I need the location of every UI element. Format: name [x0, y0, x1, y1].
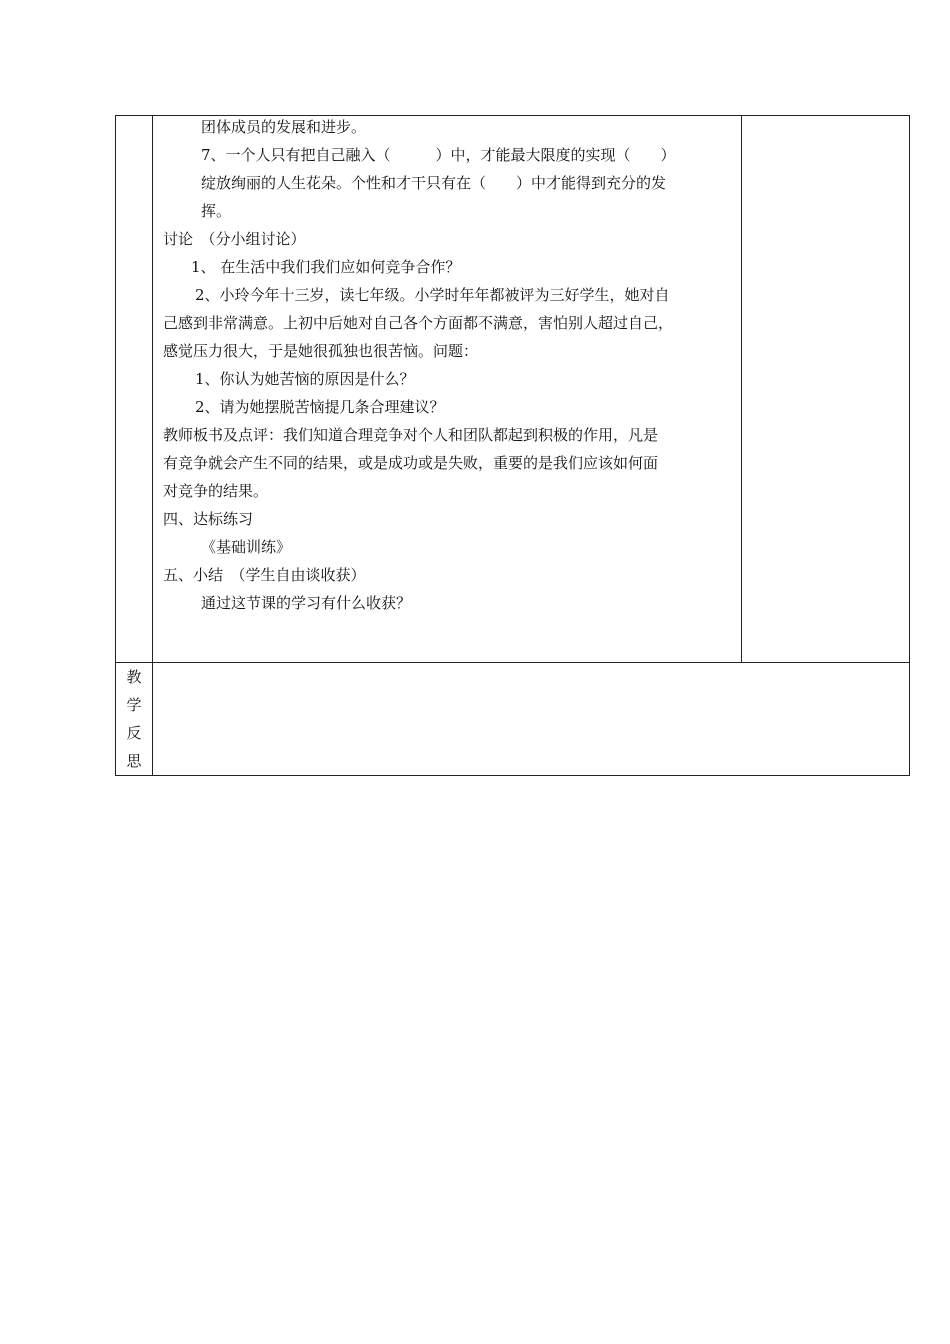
- reflection-row: [116, 663, 910, 776]
- content-line: 讨论 （分小组讨论）: [163, 230, 306, 248]
- content-line: 感觉压力很大，于是她很孤独也很苦恼。问题：: [163, 342, 479, 360]
- lesson-content-cell: [153, 116, 742, 663]
- content-line: 有竞争就会产生不同的结果，或是成功或是失败，重要的是我们应该如何面: [163, 454, 659, 472]
- content-row: [116, 116, 910, 663]
- content-line: 五、小结 （学生自由谈收获）: [163, 566, 366, 584]
- reflection-label-char: 教: [126, 668, 142, 686]
- reflection-label-char: 反: [126, 724, 142, 742]
- content-line: 挥。: [201, 202, 232, 220]
- content-line: 1、你认为她苦恼的原因是什么？: [195, 370, 415, 388]
- lesson-content: [153, 116, 741, 662]
- content-line: 教师板书及点评：我们知道合理竞争对个人和团队都起到积极的作用，凡是: [163, 426, 659, 444]
- reflection-content-cell: [153, 663, 910, 776]
- content-line: 通过这节课的学习有什么收获？: [201, 594, 412, 612]
- lesson-plan-table: [115, 115, 910, 776]
- notes-cell: [742, 116, 910, 663]
- left-label-cell: [116, 116, 153, 663]
- content-line: 己感到非常满意。上初中后她对自己各个方面都不满意，害怕别人超过自己，: [163, 314, 674, 332]
- content-line: 2、请为她摆脱苦恼提几条合理建议？: [195, 398, 445, 416]
- content-line: 2、小玲今年十三岁，读七年级。小学时年年都被评为三好学生，她对自: [195, 286, 670, 304]
- content-line: 绽放绚丽的人生花朵。个性和才干只有在（ ）中才能得到充分的发: [201, 174, 667, 192]
- content-line: 四、达标练习: [163, 510, 254, 528]
- reflection-label-char: 学: [126, 696, 142, 714]
- content-line: 团体成员的发展和进步。: [201, 118, 367, 136]
- content-line: 1、 在生活中我们我们应如何竞争合作？: [191, 258, 461, 276]
- content-line: 对竞争的结果。: [163, 482, 269, 500]
- reflection-label-char: 思: [126, 752, 142, 770]
- content-line: 7、一个人只有把自己融入（ ）中，才能最大限度的实现（ ）: [201, 146, 676, 164]
- reflection-label-cell: [116, 663, 153, 776]
- content-line: 《基础训练》: [201, 538, 292, 556]
